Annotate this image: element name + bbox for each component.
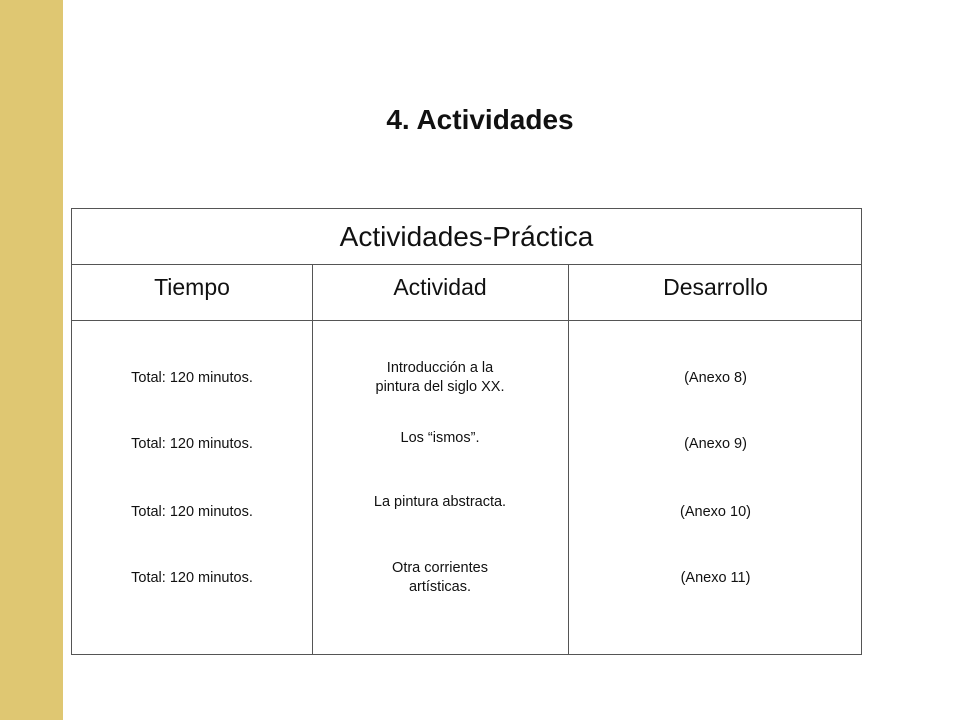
cell-actividad — [312, 559, 568, 597]
column-header-tiempo: Tiempo — [154, 273, 230, 300]
cell-actividad-line: Los “ismos”. — [400, 430, 480, 446]
cell-actividad-line: Introducción a la — [386, 360, 494, 376]
cell-actividad-line: pintura del siglo XX. — [375, 379, 505, 395]
cell-actividad-line: Otra corrientes — [392, 560, 488, 576]
activities-table — [71, 208, 862, 655]
column-header-desarrollo: Desarrollo — [663, 273, 768, 300]
cell-tiempo: Total: 120 minutos. — [131, 436, 253, 452]
column-divider — [568, 265, 569, 654]
cell-actividad-line: artísticas. — [408, 579, 472, 595]
cell-actividad-line: La pintura abstracta. — [373, 494, 507, 510]
cell-desarrollo: (Anexo 11) — [680, 570, 751, 586]
slide-title: 4. Actividades — [386, 104, 574, 135]
column-header-actividad: Actividad — [393, 273, 487, 300]
side-accent-band — [0, 0, 63, 720]
cell-tiempo: Total: 120 minutos. — [131, 570, 253, 586]
cell-tiempo: Total: 120 minutos. — [131, 370, 253, 386]
cell-desarrollo: (Anexo 8) — [684, 370, 747, 386]
table-heading: Actividades-Práctica — [72, 209, 861, 265]
cell-desarrollo: (Anexo 9) — [684, 436, 747, 452]
cell-actividad — [312, 493, 568, 512]
cell-actividad — [312, 429, 568, 448]
cell-actividad — [312, 359, 568, 397]
cell-tiempo: Total: 120 minutos. — [131, 504, 253, 520]
cell-desarrollo: (Anexo 10) — [680, 504, 751, 520]
